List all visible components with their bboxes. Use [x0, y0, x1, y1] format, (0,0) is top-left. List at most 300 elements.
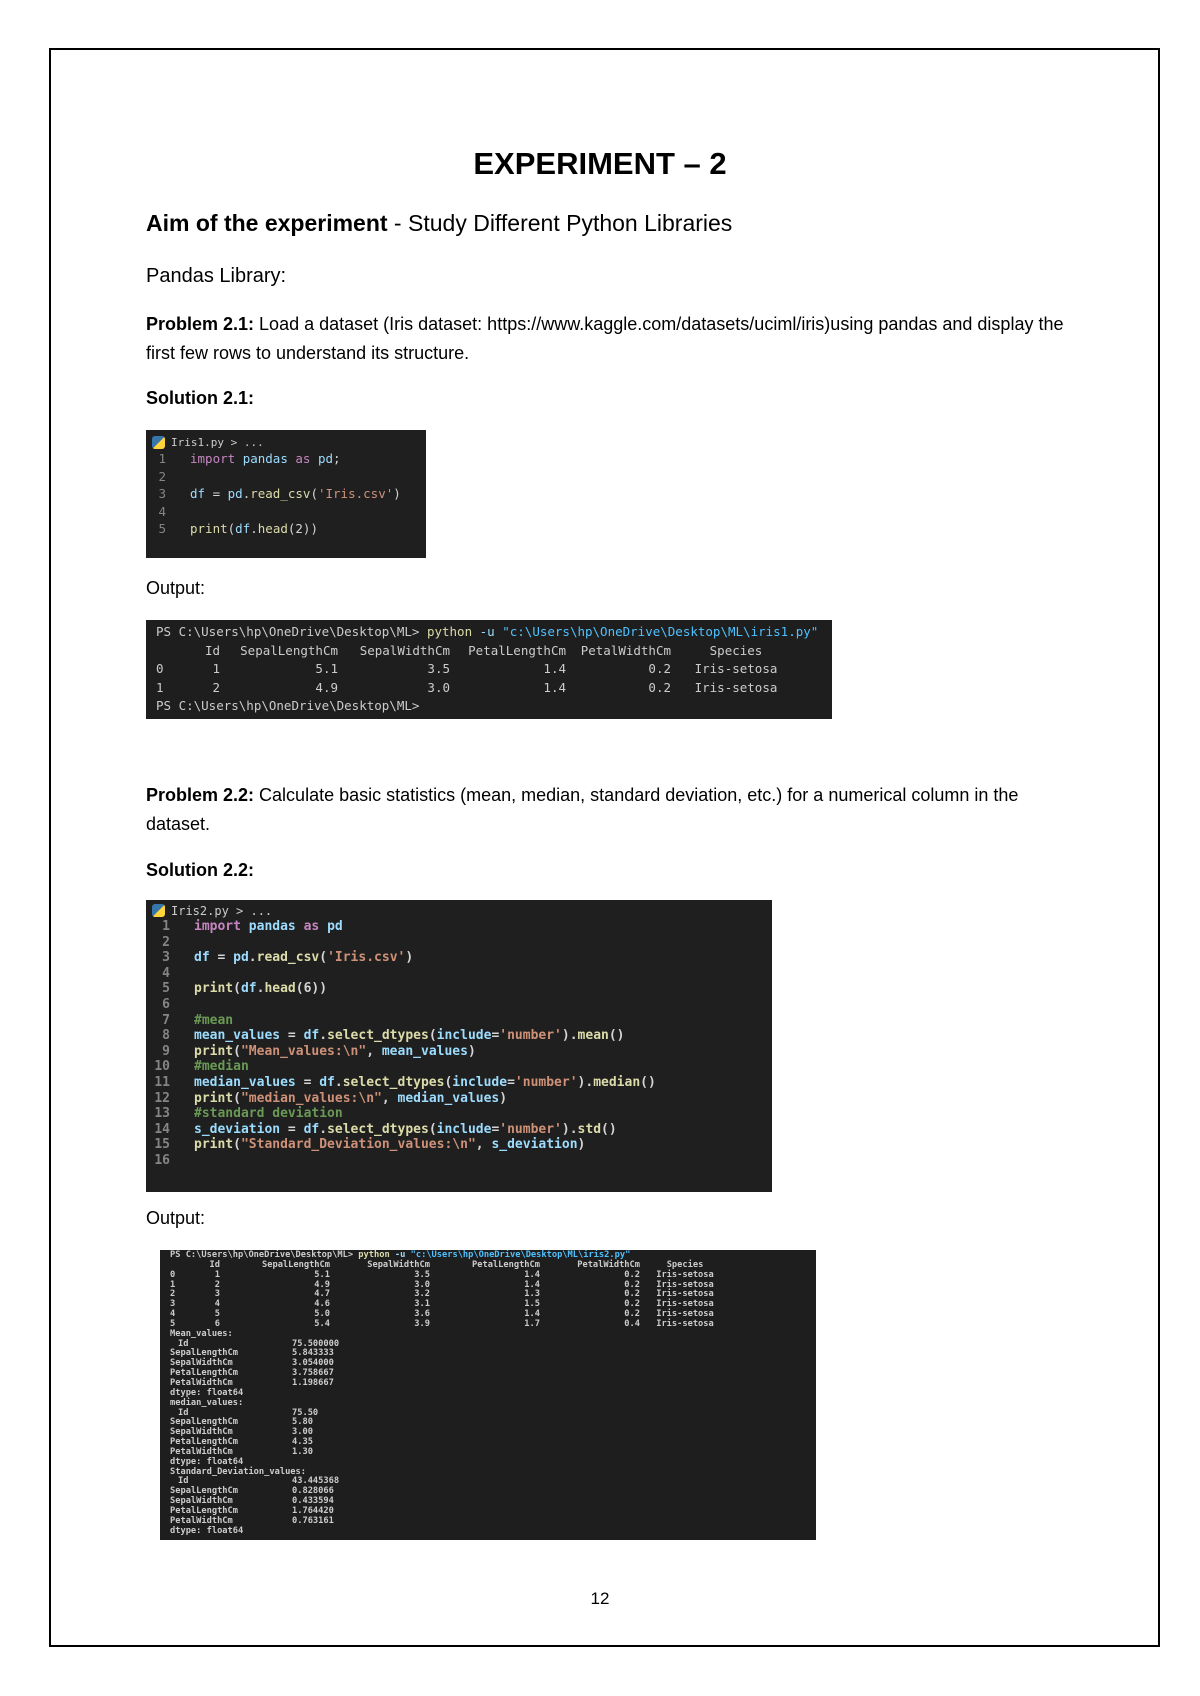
solution-2-1-label: Solution 2.1:: [146, 388, 254, 408]
code-token: pd: [327, 919, 343, 934]
problem-2-1-text: Load a dataset (Iris dataset: https://www.kaggle.com/datasets/uciml/iris)using pandas and display the first few rows to understand its structure.: [146, 314, 1064, 363]
line-number: 1: [162, 919, 170, 934]
code-token: ): [467, 1043, 476, 1059]
table-header-cell: PetalWidthCm: [580, 642, 671, 658]
line-number: 10: [154, 1059, 170, 1075]
code-token: =: [491, 1121, 500, 1137]
table-cell: 1.4: [524, 1309, 540, 1320]
code-token: ,: [475, 1137, 492, 1153]
terminal-prompt: PS C:\Users\hp\OneDrive\Desktop\ML>: [156, 624, 420, 639]
table-cell: 1: [212, 661, 220, 676]
code-line: [152, 520, 420, 538]
code-line: [152, 468, 420, 486]
line-number: 4: [158, 503, 166, 519]
line-number: 11: [154, 1074, 170, 1090]
table-cell: 1.4: [524, 1269, 540, 1280]
code-token: print: [194, 1090, 234, 1106]
table-cell: 0.2: [624, 1269, 640, 1280]
table-cell: 4: [214, 1299, 220, 1310]
code-token: import: [194, 919, 241, 934]
code-text: [194, 919, 343, 935]
table-cell: 3.5: [414, 1269, 430, 1280]
table-cell: 3.9: [414, 1318, 430, 1329]
editor-tab: [152, 434, 420, 450]
table-cell: 1.4: [543, 679, 566, 695]
table-cell: 1.5: [524, 1299, 540, 1310]
output-label-1: Output:: [146, 578, 206, 598]
stats-dtype: dtype: float64: [170, 1387, 244, 1398]
code-token: print: [194, 1043, 234, 1059]
code-token: #standard deviation: [194, 1106, 343, 1122]
code-token: (: [233, 981, 241, 997]
stats-key: PetalLengthCm: [170, 1437, 238, 1448]
table-cell: 5.1: [314, 1269, 330, 1280]
editor-tab: [152, 902, 766, 919]
table-cell: 0.4: [624, 1318, 640, 1329]
line-number: 6: [162, 996, 170, 1012]
table-header-cell: Species: [709, 642, 763, 658]
code-token: .: [256, 981, 265, 997]
code-token: "Standard_Deviation_values:\n": [240, 1137, 476, 1153]
table-cell: 1.7: [524, 1318, 540, 1329]
stats-key: PetalLengthCm: [170, 1505, 238, 1516]
code-token: include: [436, 1121, 492, 1137]
stats-value: 75.50: [292, 1407, 319, 1418]
table-header-cell: SepalLengthCm: [240, 642, 338, 658]
table-header-cell: Id: [209, 1259, 220, 1270]
problem-2-1: [146, 310, 1076, 368]
stats-key: SepalWidthCm: [170, 1427, 233, 1438]
code-token: 'Iris.csv': [317, 486, 394, 501]
line-number: 4: [162, 965, 170, 981]
code-token: (: [233, 1043, 241, 1059]
code-line: [152, 935, 766, 951]
code-token: (: [233, 1137, 241, 1153]
code-token: [319, 919, 327, 934]
problem-2-2: [146, 781, 1076, 839]
code-text: [194, 1091, 507, 1107]
code-token: 'number': [499, 1121, 562, 1137]
table-cell: 4.9: [314, 1279, 330, 1290]
stats-key: Id: [178, 1476, 189, 1487]
code-token: .: [319, 1121, 328, 1137]
line-number: 5: [158, 521, 166, 536]
dataframe-table: [156, 642, 822, 698]
table-header-cell: SepalWidthCm: [367, 1259, 430, 1270]
code-text: [194, 950, 413, 966]
problem-2-2-text: Calculate basic statistics (mean, median, standard deviation, etc.) for a numerical column in the dataset.: [146, 785, 1019, 834]
code-token: median: [593, 1074, 641, 1090]
code-token: (): [601, 1121, 617, 1137]
terminal-flag: -u: [479, 624, 495, 639]
code-line: [152, 1075, 766, 1091]
table-cell: 1: [170, 1279, 176, 1290]
table-cell: 1: [214, 1269, 220, 1280]
code-lines: [152, 450, 420, 538]
code-line: [152, 1122, 766, 1138]
stats-row: [170, 1507, 806, 1517]
code-token: "median_values:\n": [240, 1090, 382, 1106]
table-cell: 0.2: [624, 1289, 640, 1300]
line-number: 7: [162, 1012, 170, 1028]
code-token: select_dtypes: [342, 1074, 445, 1090]
code-token: print: [190, 521, 228, 536]
code-text: [190, 450, 341, 468]
code-text: [190, 485, 401, 503]
table-cell: 5: [214, 1309, 220, 1320]
code-token: median_values: [194, 1074, 296, 1090]
code-token: .: [248, 950, 257, 966]
table-cell: 5.4: [314, 1318, 330, 1329]
code-token: .: [334, 1074, 343, 1090]
line-number: 15: [154, 1137, 170, 1153]
stats-value: 3.054000: [292, 1358, 334, 1369]
stats-value: 43.445368: [292, 1476, 340, 1487]
code-token: 'Iris.csv': [327, 950, 406, 966]
code-token: read_csv: [250, 486, 311, 501]
stats-row: [170, 1487, 806, 1497]
code-line: [152, 503, 420, 521]
table-cell: 4: [170, 1309, 176, 1320]
python-icon: [152, 436, 165, 449]
table-header-cell: SepalLengthCm: [262, 1259, 330, 1270]
line-number: 14: [154, 1121, 170, 1137]
code-token: =: [507, 1074, 515, 1090]
table-cell: 3: [214, 1289, 220, 1300]
code-text: [194, 1028, 625, 1044]
code-token: pandas: [248, 919, 296, 934]
stats-value: 1.198667: [292, 1377, 334, 1388]
table-cell: 3.5: [427, 661, 450, 676]
code-token: (: [444, 1074, 453, 1090]
code-token: pd: [227, 486, 243, 501]
table-cell: 1.3: [524, 1289, 540, 1300]
code-token: pd: [317, 451, 334, 466]
code-token: head: [257, 521, 288, 536]
stats-title: median_values:: [170, 1397, 244, 1408]
code-token: import: [190, 451, 236, 466]
table-cell: Iris-setosa: [656, 1299, 714, 1310]
table-cell: 5.0: [314, 1309, 330, 1320]
code-token: (): [640, 1074, 656, 1090]
stats-row: [170, 1517, 806, 1527]
table-header-cell: PetalLengthCm: [472, 1259, 540, 1270]
code-text: [194, 981, 327, 997]
code-token: .: [319, 1028, 328, 1044]
table-cell: Iris-setosa: [656, 1279, 714, 1290]
dataframe-table: [170, 1261, 806, 1330]
code-token: select_dtypes: [327, 1028, 429, 1044]
terminal-path: "c:\Users\hp\OneDrive\Desktop\ML\iris2.py": [410, 1250, 631, 1260]
stats-key: SepalLengthCm: [170, 1417, 238, 1428]
terminal-end-prompt: PS C:\Users\hp\OneDrive\Desktop\ML>: [156, 698, 420, 713]
code-token: =: [295, 1074, 320, 1090]
line-number: 2: [162, 934, 170, 950]
stats-row: [170, 1379, 806, 1389]
line-number: 3: [158, 486, 166, 501]
code-line: [152, 1028, 766, 1044]
stats-value: 3.758667: [292, 1368, 334, 1379]
table-header-cell: Id: [204, 642, 220, 658]
stats-row: [170, 1369, 806, 1379]
code-line: [152, 1044, 766, 1060]
code-text: [194, 1106, 343, 1122]
code-token: std: [577, 1121, 602, 1137]
code-editor-iris2: [146, 900, 772, 1192]
stats-key: PetalWidthCm: [170, 1515, 233, 1526]
code-token: "Mean_values:\n": [240, 1043, 367, 1059]
table-header-cell: SepalWidthCm: [359, 642, 450, 658]
code-token: mean: [577, 1028, 609, 1044]
code-token: =: [491, 1028, 500, 1044]
table-cell: 3.6: [414, 1309, 430, 1320]
stats-row: [170, 1409, 806, 1419]
aim-text: Study Different Python Libraries: [408, 210, 733, 236]
terminal-prompt: PS C:\Users\hp\OneDrive\Desktop\ML>: [170, 1250, 354, 1260]
code-token: (: [319, 950, 328, 966]
stats-row: [170, 1359, 806, 1369]
table-cell: 5: [170, 1318, 176, 1329]
code-token: ): [577, 1137, 586, 1153]
line-number: 2: [158, 468, 166, 484]
table-cell: 0.2: [648, 661, 671, 676]
table-header-cell: [156, 642, 180, 661]
stats-title: Standard_Deviation_values:: [170, 1466, 306, 1477]
stats-key: PetalLengthCm: [170, 1368, 238, 1379]
code-token: mean_values: [194, 1028, 281, 1044]
stats-key: PetalWidthCm: [170, 1377, 233, 1388]
code-token: ).: [577, 1074, 594, 1090]
code-token: as: [303, 919, 320, 934]
table-cell: 1.4: [524, 1279, 540, 1290]
code-token: include: [436, 1028, 492, 1044]
code-text: [194, 1044, 476, 1060]
code-line: [152, 1153, 766, 1169]
stats-value: 4.35: [292, 1437, 313, 1448]
code-token: df: [235, 521, 251, 536]
code-token: df: [303, 1121, 320, 1137]
page-title: EXPERIMENT – 2: [473, 146, 727, 181]
stats-value: 1.30: [292, 1446, 313, 1457]
terminal-command-line: [156, 623, 822, 642]
table-cell: 4.7: [314, 1289, 330, 1300]
terminal-cmd: python: [426, 624, 473, 639]
section-heading: Pandas Library:: [146, 265, 287, 287]
aim-separator: -: [387, 210, 408, 236]
stats-dtype: dtype: float64: [170, 1525, 244, 1536]
code-line: [152, 981, 766, 997]
code-token: [235, 451, 243, 466]
code-token: #mean: [194, 1012, 234, 1028]
terminal-cmd: python: [358, 1250, 390, 1260]
table-cell: 1: [156, 679, 164, 695]
code-token: pandas: [242, 451, 288, 466]
stats-value: 5.843333: [292, 1348, 334, 1359]
code-token: =: [209, 950, 234, 966]
terminal-output-2: [160, 1250, 816, 1540]
table-cell: Iris-setosa: [694, 661, 778, 676]
code-token: df: [194, 950, 210, 966]
code-token: (: [428, 1121, 437, 1137]
stats-row: [170, 1497, 806, 1507]
table-cell: 0.2: [648, 679, 671, 695]
stats-dtype: dtype: float64: [170, 1456, 244, 1467]
python-icon: [152, 904, 165, 917]
code-token: .: [250, 521, 258, 536]
code-token: ;: [333, 451, 341, 466]
editor-tab-label: Iris1.py > ...: [171, 435, 264, 449]
aim-label: Aim of the experiment: [146, 210, 388, 236]
code-editor-iris1: [146, 430, 426, 558]
table-cell: 0.2: [624, 1279, 640, 1290]
code-line: [152, 450, 420, 468]
code-text: [194, 1013, 233, 1029]
line-number: 9: [162, 1043, 170, 1059]
table-cell: 2: [170, 1289, 176, 1300]
code-token: median_values: [397, 1090, 500, 1106]
table-cell: Iris-setosa: [656, 1309, 714, 1320]
code-token: ): [405, 950, 414, 966]
code-token: pd: [233, 950, 249, 966]
line-number: 13: [154, 1106, 170, 1122]
line-number: 5: [162, 981, 170, 997]
stats-row: [170, 1438, 806, 1448]
code-token: head: [264, 981, 296, 997]
code-token: 'number': [499, 1028, 562, 1044]
table-cell: 4.9: [315, 679, 338, 695]
solution-2-2-label: Solution 2.2:: [146, 860, 254, 880]
line-number: 1: [158, 451, 166, 466]
stats-value: 0.828066: [292, 1486, 334, 1497]
table-cell: 0: [156, 661, 164, 676]
code-token: (: [233, 1090, 241, 1106]
page-number: 12: [590, 1589, 610, 1608]
code-token: ).: [561, 1121, 578, 1137]
stats-key: PetalWidthCm: [170, 1446, 233, 1457]
stats-row: [170, 1448, 806, 1458]
table-header-cell: PetalWidthCm: [577, 1259, 640, 1270]
code-text: [194, 1075, 656, 1091]
stats-row: [170, 1349, 806, 1359]
line-number: 12: [154, 1090, 170, 1106]
editor-tab-label: Iris2.py > ...: [171, 903, 273, 918]
stats-value: 0.433594: [292, 1496, 334, 1507]
table-header-cell: PetalLengthCm: [468, 642, 566, 658]
stats-title: Mean_values:: [170, 1328, 233, 1339]
terminal-path: "c:\Users\hp\OneDrive\Desktop\ML\iris1.py": [502, 624, 819, 639]
code-token: (2)): [287, 521, 318, 536]
stats-key: SepalLengthCm: [170, 1348, 238, 1359]
table-cell: 6: [214, 1318, 220, 1329]
stats-key: Id: [178, 1338, 189, 1349]
table-cell: 4.6: [314, 1299, 330, 1310]
code-token: [296, 919, 304, 934]
line-number: 16: [154, 1152, 170, 1168]
stats-key: SepalWidthCm: [170, 1496, 233, 1507]
stats-value: 3.00: [292, 1427, 313, 1438]
table-cell: Iris-setosa: [656, 1318, 714, 1329]
table-cell: 0: [170, 1269, 176, 1280]
code-token: (6)): [295, 981, 328, 997]
stats-row: [170, 1428, 806, 1438]
stats-value: 5.80: [292, 1417, 313, 1428]
terminal-output-1: [146, 620, 832, 719]
code-token: df: [240, 981, 257, 997]
code-token: s_deviation: [194, 1121, 281, 1137]
stats-row: [170, 1477, 806, 1487]
code-text: [194, 1059, 249, 1075]
code-token: (: [227, 521, 236, 536]
code-token: .: [242, 486, 251, 501]
stats-row: [170, 1340, 806, 1350]
code-token: ): [499, 1090, 508, 1106]
code-token: df: [303, 1028, 320, 1044]
code-token: =: [280, 1121, 304, 1137]
code-token: df: [190, 486, 206, 501]
code-line: [152, 950, 766, 966]
problem-2-2-label: Problem 2.2:: [146, 785, 255, 805]
code-line: [152, 966, 766, 982]
code-token: #median: [194, 1059, 249, 1075]
table-cell: 3.0: [414, 1279, 430, 1290]
code-token: ).: [561, 1028, 578, 1044]
stats-key: SepalWidthCm: [170, 1358, 233, 1369]
stats-key: SepalLengthCm: [170, 1486, 238, 1497]
problem-2-1-label: Problem 2.1:: [146, 314, 255, 334]
code-line: [152, 1106, 766, 1122]
statistics-output: [170, 1330, 806, 1537]
aim-line: [146, 210, 732, 237]
code-token: ,: [381, 1090, 398, 1106]
code-line: [152, 1059, 766, 1075]
stats-value: 1.764420: [292, 1505, 334, 1516]
code-text: [194, 1137, 585, 1153]
code-token: s_deviation: [491, 1137, 578, 1153]
code-line: [152, 485, 420, 503]
code-token: as: [295, 451, 311, 466]
table-cell: Iris-setosa: [656, 1289, 714, 1300]
stats-value: 75.500000: [292, 1338, 340, 1349]
code-token: [241, 919, 249, 934]
table-cell: 0.2: [624, 1309, 640, 1320]
table-cell: 5.1: [315, 661, 338, 676]
table-cell: 1.4: [543, 661, 566, 676]
code-token: [310, 451, 318, 466]
code-token: mean_values: [381, 1043, 468, 1059]
table-cell: Iris-setosa: [694, 679, 778, 695]
code-text: [190, 520, 318, 538]
terminal-flag: -u: [394, 1250, 406, 1260]
table-cell: 3.1: [414, 1299, 430, 1310]
code-line: [152, 997, 766, 1013]
code-text: [194, 1122, 617, 1138]
stats-value: 0.763161: [292, 1515, 334, 1526]
table-cell: 2: [214, 1279, 220, 1290]
stats-row: [170, 1418, 806, 1428]
code-token: select_dtypes: [327, 1121, 429, 1137]
table-cell: 3: [170, 1299, 176, 1310]
code-lines: [152, 919, 766, 1169]
table-header-cell: Species: [666, 1259, 704, 1270]
table-cell: 2: [212, 679, 220, 695]
code-line: [152, 1091, 766, 1107]
code-token: (): [608, 1028, 625, 1044]
table-cell: 3.0: [427, 679, 450, 695]
code-token: print: [194, 981, 234, 997]
code-token: include: [452, 1074, 508, 1090]
line-number: 3: [162, 950, 170, 966]
code-token: (: [310, 486, 318, 501]
